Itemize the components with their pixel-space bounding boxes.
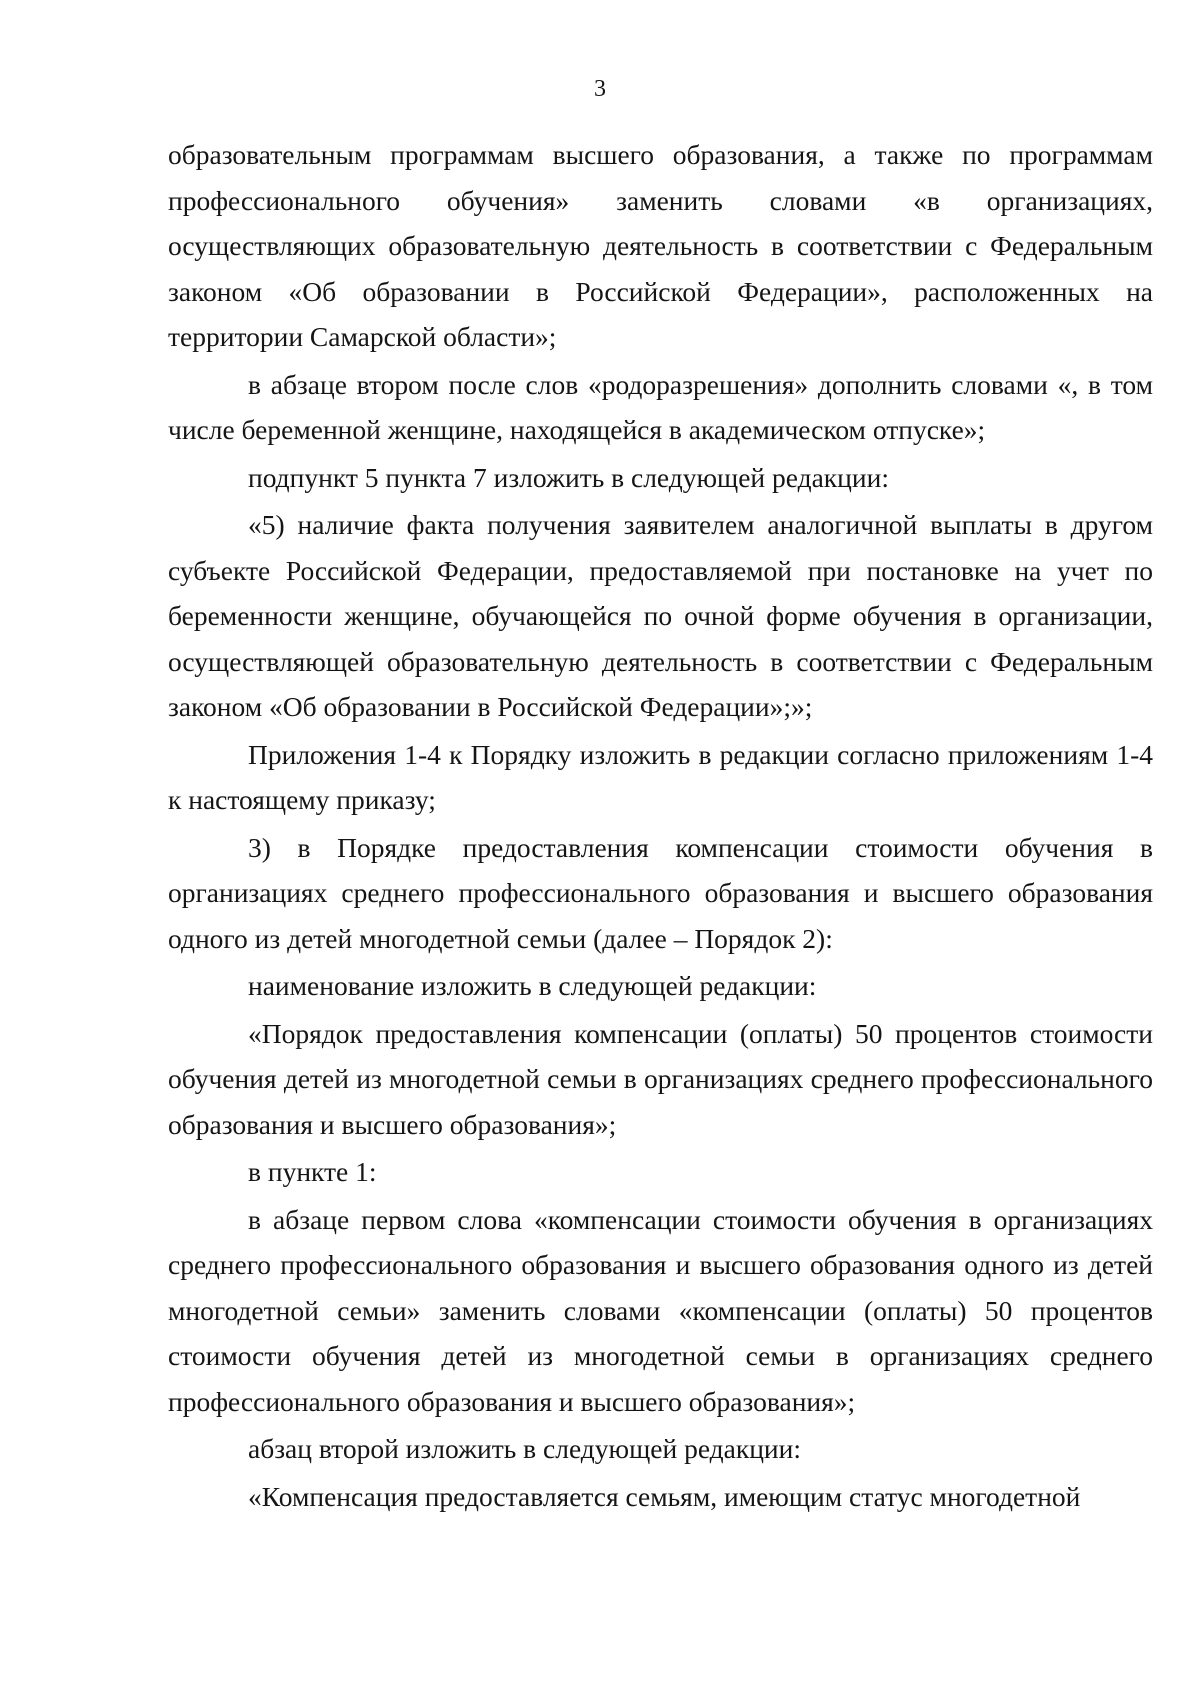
paragraph-8: «Порядок предоставления компенсации (оплаты) 50 процентов стоимости обучения детей из многодетной семьи в организациях среднего профессионального образования и высшего образования»; [168, 1017, 1153, 1140]
paragraph-4: «5) наличие факта получения заявителем аналогичной выплаты в другом субъекте Российской Федерации, предоставляемой при постановке на учет по беременности женщине, обучающейся по очной форме обучения в организации, осуществляющей образовательную деятельность в соответствии с Федеральным законом «Об образовании в Российской Федерации»;»; [168, 509, 1153, 722]
paragraph-1: образовательным программам высшего образования, а также по программам профессионального обучения» заменить словами «в организациях, осуществляющих образовательную деятельность в соответствии с Федеральным законом «Об образовании в Российской Федерации», расположенных на территории Самарской области»; [168, 139, 1153, 352]
document-body [168, 132, 1153, 1521]
paragraph-12: «Компенсация предоставляется семьям, имеющим статус многодетной [248, 1480, 1081, 1512]
paragraph-11: абзац второй изложить в следующей редакции: [248, 1433, 802, 1464]
paragraph-9: в пункте 1: [248, 1156, 377, 1187]
paragraph-6: 3) в Порядке предоставления компенсации стоимости обучения в организациях среднего профессионального образования и высшего образования одного из детей многодетной семьи (далее – Порядок 2): [168, 831, 1153, 954]
paragraph-3: подпункт 5 пункта 7 изложить в следующей редакции: [248, 461, 889, 493]
paragraph-10: в абзаце первом слова «компенсации стоимости обучения в организациях среднего профессионального образования и высшего образования одного из детей многодетной семьи» заменить словами «компенсации (оплаты) 50 процентов стоимости обучения детей из многодетной семьи в организациях среднего профессионального образования и высшего образования»; [168, 1203, 1153, 1417]
paragraph-5: Приложения 1-4 к Порядку изложить в редакции согласно приложениям 1-4 к настоящему приказу; [168, 738, 1153, 815]
paragraph-2: в абзаце втором после слов «родоразрешения» дополнить словами «, в том числе беременной женщине, находящейся в академическом отпуске»; [168, 368, 1153, 445]
paragraph-7: наименование изложить в следующей редакции: [248, 970, 817, 1001]
page-number: 3 [594, 76, 606, 102]
